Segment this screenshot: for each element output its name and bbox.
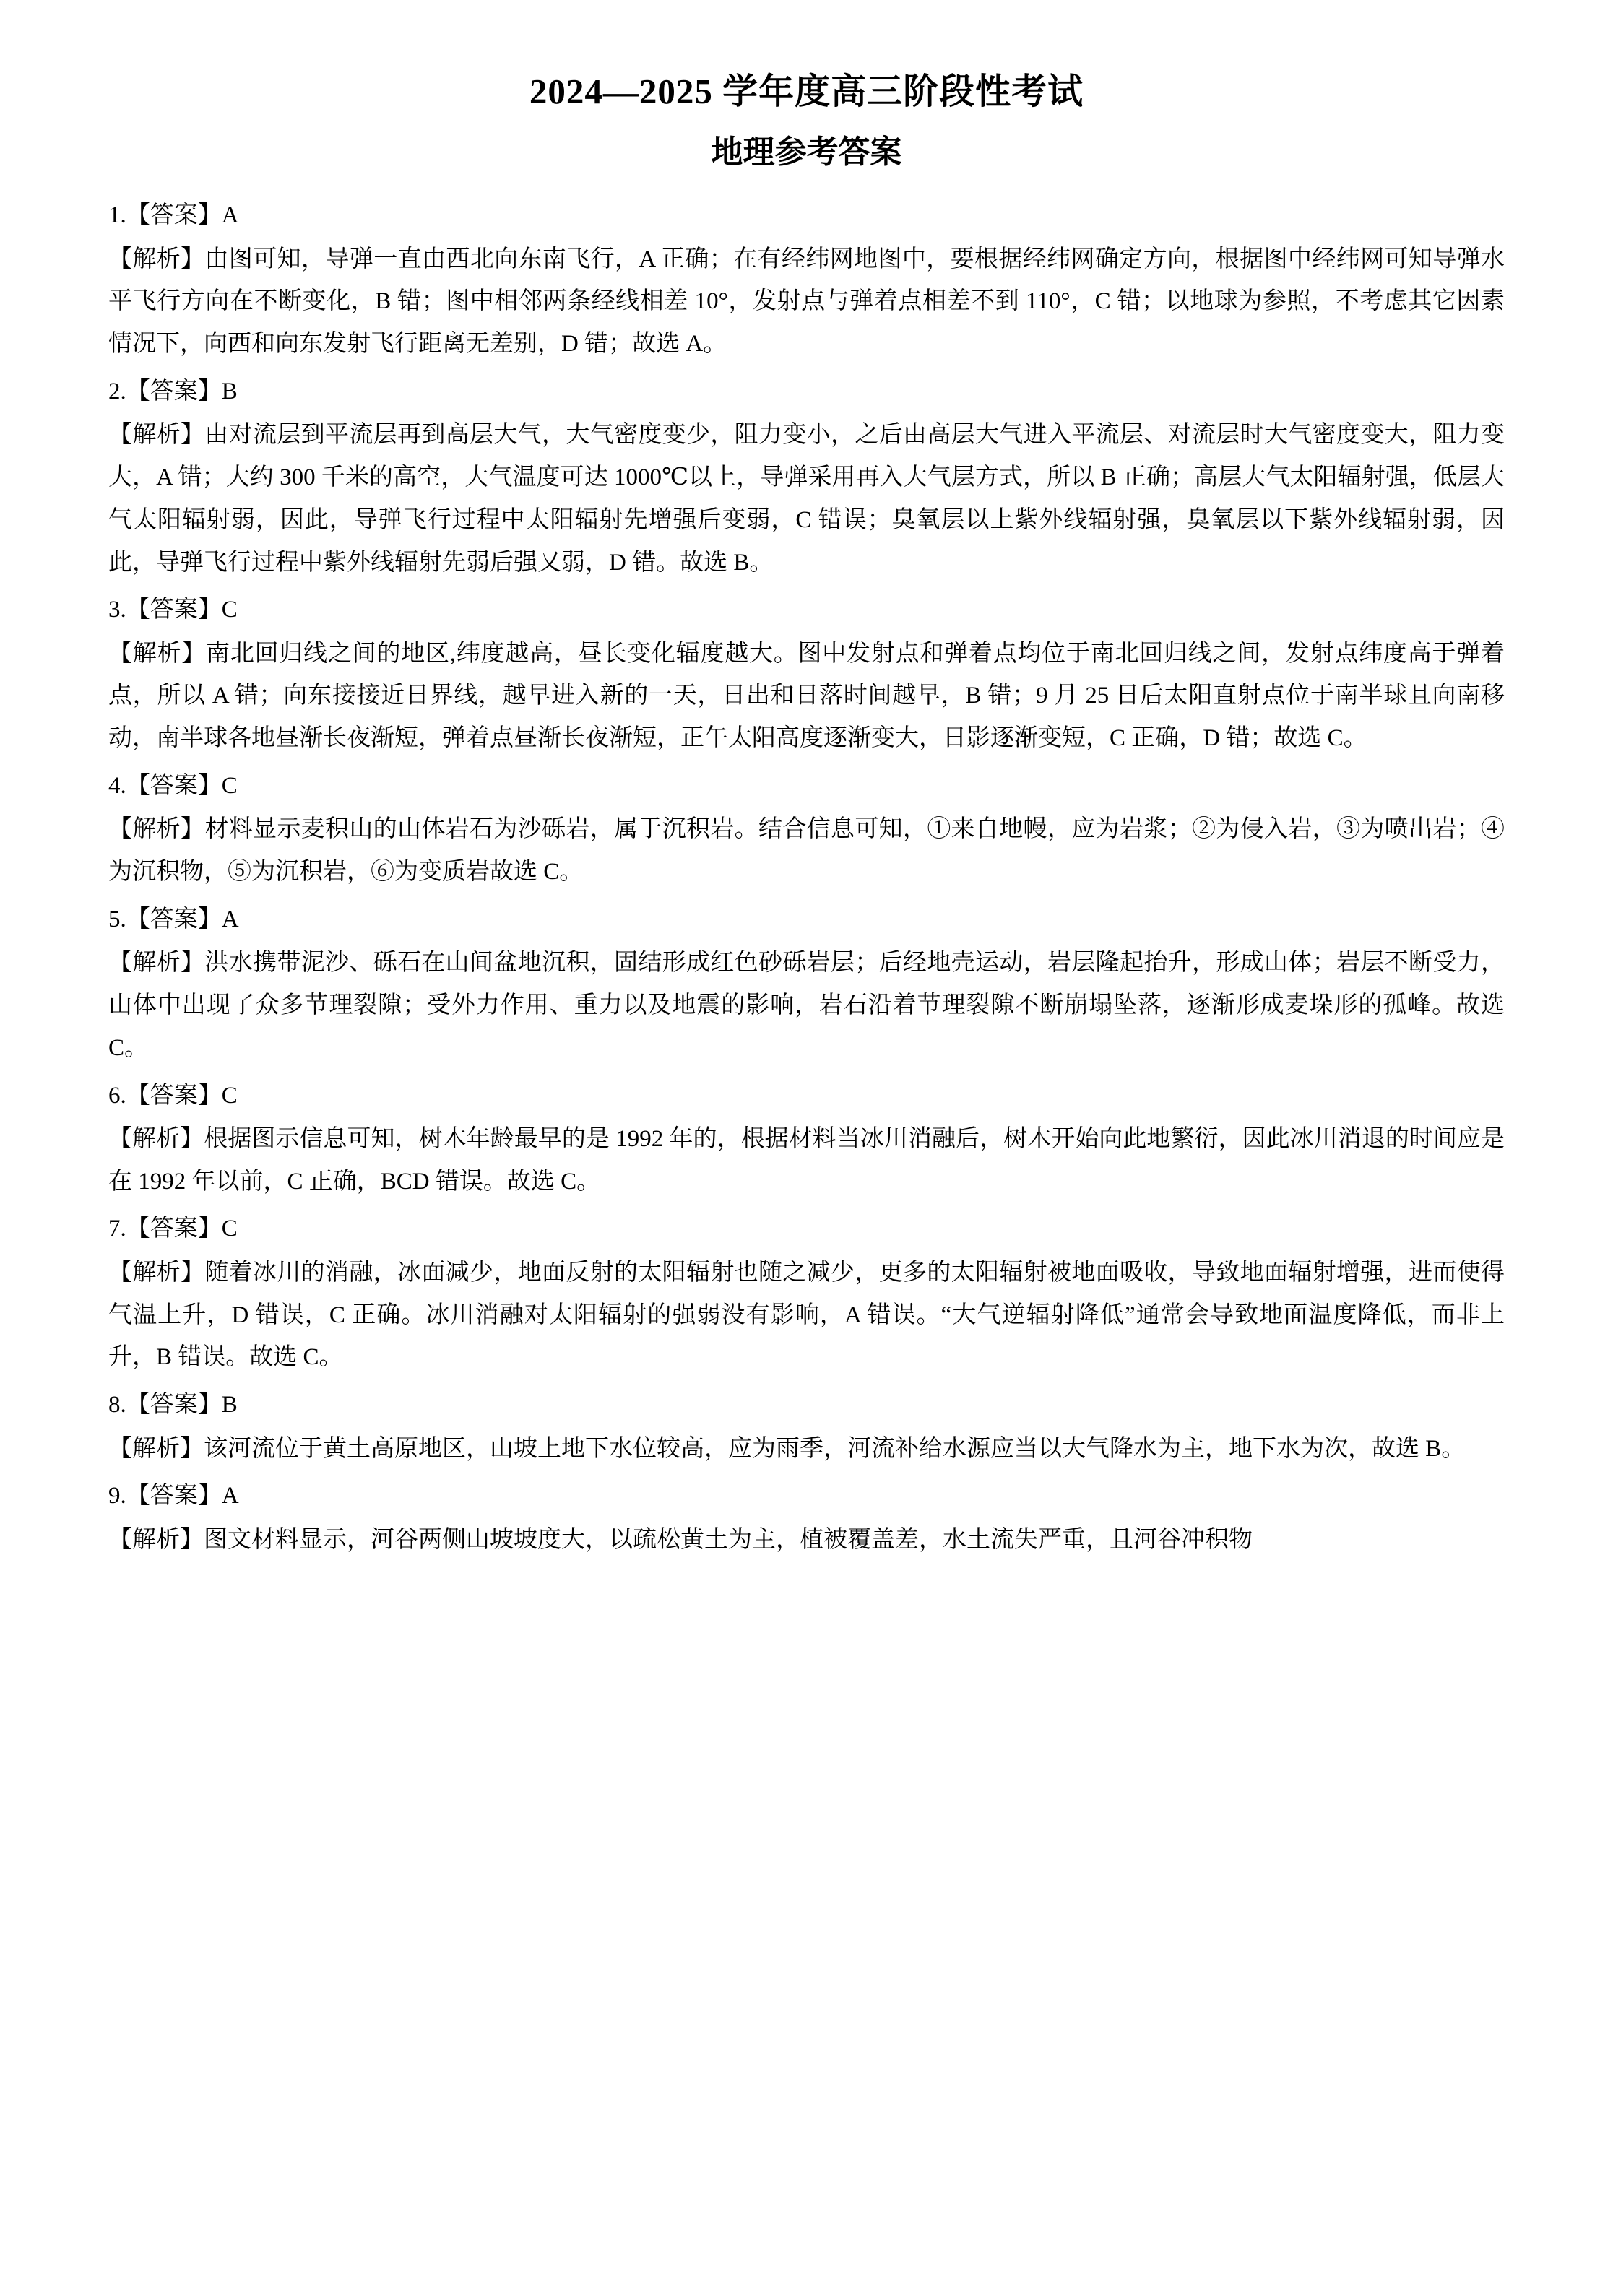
explanation-line: 【解析】南北回归线之间的地区,纬度越高，昼长变化辐度越大。图中发射点和弹着点均位于南北回归线之间，发射点纬度高于弹着点，所以 A 错；向东接接近日界线，越早进入新的一天，日出和日落时间越早，B 错；9 月 25 日后太阳直射点位于南半球且向南移动，南半球各地昼渐长夜渐短，弹着点昼渐长夜渐短，正午太阳高度逐渐变大，日影逐渐变短，C 正确，D 错；故选 C。 — [108, 640, 1505, 752]
answer-line: 4.【答案】C — [108, 772, 238, 799]
qa-block-1 — [108, 196, 1505, 365]
explanation-line: 【解析】该河流位于黄土高原地区，山坡上地下水位较高，应为雨季，河流补给水源应当以大气降水为主，地下水为次，故选 B。 — [108, 1435, 1466, 1462]
answer-line: 2.【答案】B — [108, 378, 238, 404]
explanation-line: 【解析】由对流层到平流层再到高层大气，大气密度变少，阻力变小，之后由高层大气进入平流层、对流层时大气密度变大，阻力变大，A 错；大约 300 千米的高空，大气温度可达 1000℃以上，导弹采用再入大气层方式，所以 B 正确；高层大气太阳辐射强，低层大气太阳辐射弱，因此，导弹飞行过程中太阳辐射先增强后变弱，C 错误；臭氧层以上紫外线辐射强，臭氧层以下紫外线辐射弱，因此，导弹飞行过程中紫外线辐射先弱后强又弱，D 错。故选 B。 — [108, 422, 1505, 576]
qa-block-4 — [108, 767, 1505, 893]
qa-block-5 — [108, 901, 1505, 1070]
qa-block-8 — [108, 1386, 1505, 1470]
page-subtitle: 地理参考答案 — [711, 134, 902, 170]
answer-line: 1.【答案】A — [108, 202, 239, 229]
explanation-line: 【解析】随着冰川的消融，冰面减少，地面反射的太阳辐射也随之减少，更多的太阳辐射被地面吸收，导致地面辐射增强，进而使得气温上升，D 错误，C 正确。冰川消融对太阳辐射的强弱没有影响，A 错误。“大气逆辐射降低”通常会导致地面温度降低，而非上升，B 错误。故选 C。 — [108, 1259, 1505, 1371]
answer-line: 5.【答案】A — [108, 906, 239, 932]
explanation-line: 【解析】洪水携带泥沙、砾石在山间盆地沉积，固结形成红色砂砾岩层；后经地壳运动，岩层隆起抬升，形成山体；岩层不断受力，山体中出现了众多节理裂隙；受外力作用、重力以及地震的影响，岩石沿着节理裂隙不断崩塌坠落，逐渐形成麦垛形的孤峰。故选 C。 — [108, 950, 1505, 1061]
qa-block-9 — [108, 1477, 1505, 1561]
explanation-line: 【解析】根据图示信息可知，树木年龄最早的是 1992 年的，根据材料当冰川消融后，树木开始向此地繁衍，因此冰川消退的时间应是在 1992 年以前，C 正确，BCD 错误。故选 C。 — [108, 1125, 1505, 1195]
answer-line: 8.【答案】B — [108, 1392, 238, 1418]
page-title: 2024—2025 学年度高三阶段性考试 — [529, 72, 1084, 111]
explanation-line: 【解析】材料显示麦积山的山体岩石为沙砾岩，属于沉积岩。结合信息可知，①来自地幔，应为岩浆；②为侵入岩，③为喷出岩；④为沉积物，⑤为沉积岩，⑥为变质岩故选 C。 — [108, 816, 1505, 885]
answer-line: 6.【答案】C — [108, 1082, 238, 1109]
qa-block-3 — [108, 591, 1505, 760]
answer-line: 7.【答案】C — [108, 1216, 238, 1242]
answer-line: 3.【答案】C — [108, 597, 238, 623]
qa-block-6 — [108, 1077, 1505, 1203]
qa-block-2 — [108, 373, 1505, 584]
explanation-line: 【解析】由图可知，导弹一直由西北向东南飞行，A 正确；在有经纬网地图中，要根据经纬网确定方向，根据图中经纬网可知导弹水平飞行方向在不断变化，B 错；图中相邻两条经线相差 10°，发射点与弹着点相差不到 110°，C 错；以地球为参照，不考虑其它因素情况下，向西和向东发射飞行距离无差别，D 错；故选 A。 — [108, 246, 1505, 358]
answer-line: 9.【答案】A — [108, 1483, 239, 1509]
explanation-line: 【解析】图文材料显示，河谷两侧山坡坡度大，以疏松黄土为主，植被覆盖差，水土流失严重，且河谷冲积物 — [108, 1526, 1253, 1553]
qa-block-7 — [108, 1210, 1505, 1379]
